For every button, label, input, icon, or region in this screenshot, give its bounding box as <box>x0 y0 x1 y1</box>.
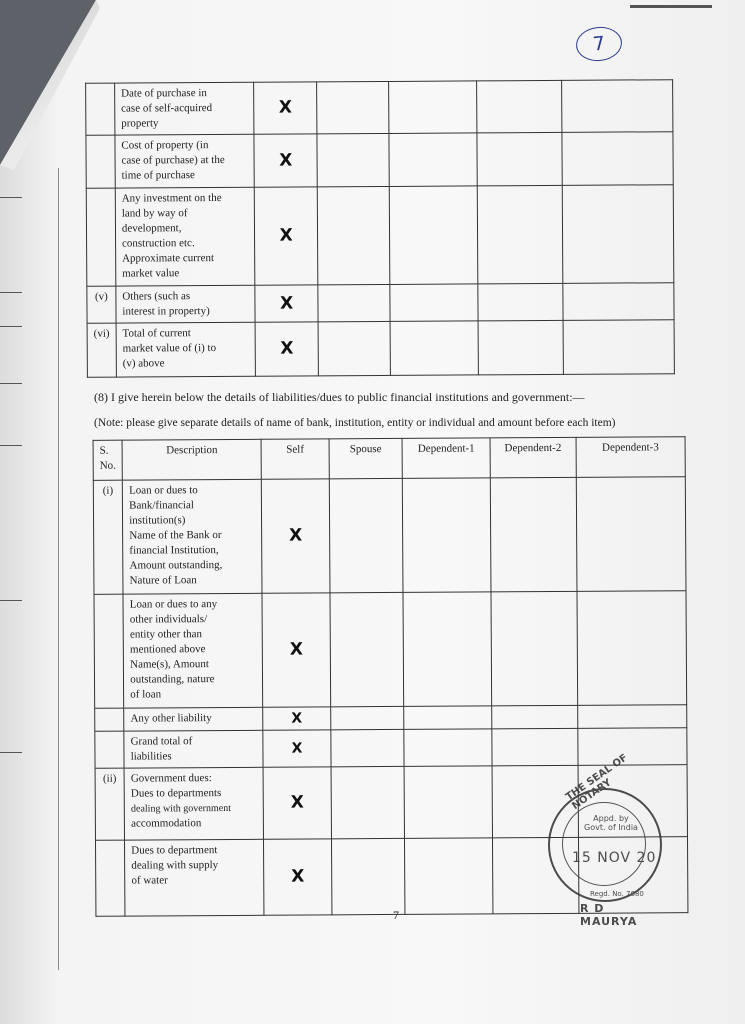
header-dependent-2: Dependent-2 <box>490 437 576 478</box>
description-cell: Any other liability <box>124 707 263 731</box>
seal-registration: Regd. No. 7680 <box>590 890 644 898</box>
sno-cell <box>86 188 115 286</box>
self-cross-mark: X <box>263 707 331 730</box>
table-row <box>86 185 674 287</box>
edge-mark <box>0 445 22 446</box>
self-cross-mark: X <box>263 730 331 767</box>
sno-cell: (i) <box>93 480 123 594</box>
self-cross-mark: X <box>254 134 318 187</box>
seal-appointed: Appd. by Govt. of India <box>584 814 638 832</box>
sno-cell <box>95 840 125 916</box>
top-edge-mark <box>630 5 712 8</box>
assets-table-continued <box>85 79 675 378</box>
seal-name: R D MAURYA <box>580 902 638 928</box>
table-row <box>93 477 686 595</box>
self-cross-mark: X <box>254 82 318 134</box>
edge-mark <box>0 383 22 384</box>
page-number: 7 <box>393 908 399 922</box>
edge-mark <box>0 752 22 753</box>
description-cell: Others (such as interest in property) <box>116 285 255 323</box>
sno-cell: (v) <box>87 286 116 323</box>
description-cell: Date of purchase in case of self-acquired property <box>114 82 253 135</box>
description-cell: Any investment on the land by way of development, construction etc. Approximate current market value <box>115 187 255 286</box>
notary-seal <box>548 752 662 928</box>
header-sno: S. No. <box>93 440 122 480</box>
self-cross-mark: X <box>262 479 330 593</box>
self-cross-mark: X <box>255 322 319 376</box>
description-cell: Grand total of liabilities <box>124 730 263 768</box>
table-row <box>86 80 673 136</box>
description-cell: Loan or dues to Bank/financial institution(s) Name of the Bank or financial Institution, Amount outstanding, Nature of Loan <box>122 479 262 594</box>
self-cross-mark: X <box>263 767 331 839</box>
margin-line <box>58 168 59 970</box>
edge-mark <box>0 197 22 198</box>
sno-cell: (vi) <box>87 323 116 377</box>
circled-page-number: 7 <box>574 25 623 64</box>
sno-cell: (ii) <box>95 768 125 840</box>
sno-cell <box>95 708 124 731</box>
liabilities-statement: (8) I give herein below the details of liabilities/dues to public financial institutions and government:— <box>94 390 585 404</box>
sno-cell <box>86 83 115 135</box>
table-row <box>86 132 673 189</box>
table-row <box>94 591 687 709</box>
description-cell: Total of current market value of (i) to (v) above <box>116 322 255 377</box>
description-cell: Loan or dues to any other individuals/ entity other than mentioned above Name(s), Amount outstanding, nature of loan <box>123 593 263 708</box>
sno-cell <box>95 731 124 768</box>
edge-mark <box>0 600 22 601</box>
description-cell: Dues to department dealing with supply of water <box>125 839 265 916</box>
liabilities-note: (Note: please give separate details of name of bank, institution, entity or individual and amount before each item) <box>94 417 616 429</box>
self-cross-mark: X <box>255 285 319 322</box>
table-row <box>95 728 687 769</box>
self-cross-mark: X <box>254 187 318 285</box>
table-row <box>87 320 674 378</box>
sno-cell <box>86 135 115 188</box>
header-dependent-1: Dependent-1 <box>402 438 490 479</box>
edge-mark <box>0 326 22 327</box>
seal-date: 15 NOV 20 <box>572 850 657 866</box>
header-spouse: Spouse <box>329 438 403 478</box>
header-description: Description <box>122 439 261 480</box>
header-self: Self <box>261 439 329 479</box>
seal-title: THE SEAL OF NOTARY <box>564 752 630 813</box>
edge-mark <box>0 292 22 293</box>
description-cell: Government dues: Dues to departments dealing with government accommodation <box>124 767 264 840</box>
self-cross-mark: X <box>262 593 330 707</box>
header-row <box>93 437 685 481</box>
sno-cell <box>94 594 124 708</box>
self-cross-mark: X <box>264 839 332 915</box>
header-dependent-3: Dependent-3 <box>576 437 686 478</box>
description-cell: Cost of property (in case of purchase) at the time of purchase <box>115 134 254 188</box>
table-row <box>87 283 674 324</box>
